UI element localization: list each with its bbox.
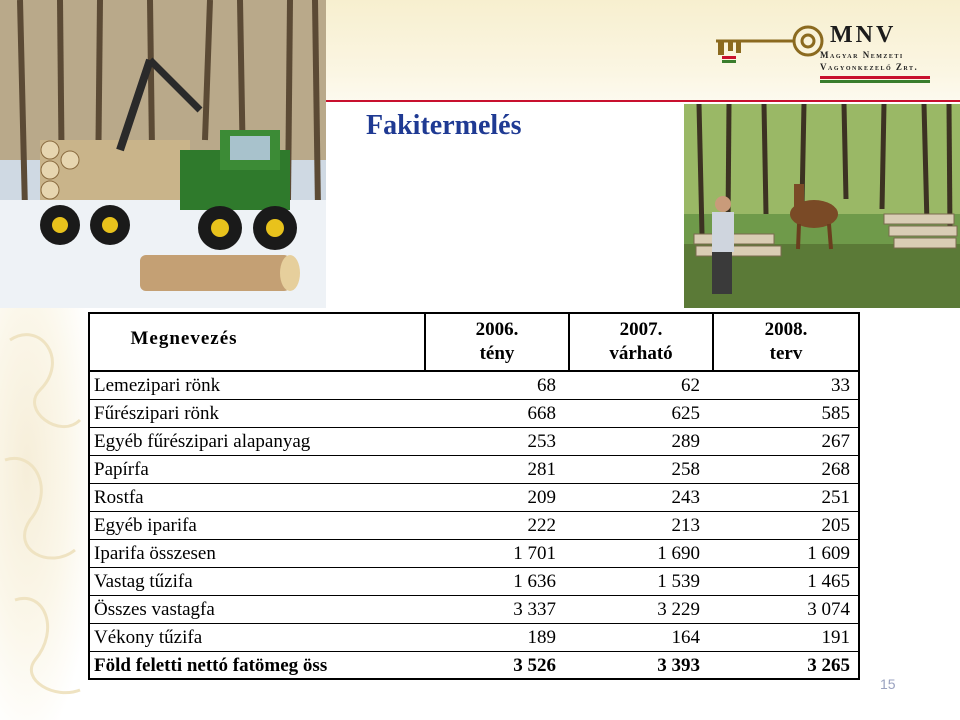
table-row: [90, 400, 858, 428]
table-row: [90, 568, 858, 596]
header-2008-label: terv: [769, 343, 803, 364]
value-2007: 62: [681, 375, 700, 396]
decorative-background: [0, 300, 90, 720]
header-2008-year: 2008.: [764, 319, 808, 340]
value-2007: 1 539: [657, 571, 700, 592]
value-2007: 3 393: [657, 655, 700, 676]
forestry-harvester-photo: [0, 0, 326, 308]
row-name: Összes vastagfa: [94, 599, 215, 620]
row-name: Lemezipari rönk: [94, 375, 221, 396]
row-name: Vastag tűzifa: [94, 571, 193, 592]
row-name: Vékony tűzifa: [94, 627, 203, 648]
timber-harvest-table: [88, 312, 860, 680]
header-2007-label: várható: [609, 343, 673, 364]
value-2006: 1 701: [513, 543, 556, 564]
table-row: [90, 596, 858, 624]
value-2006: 189: [527, 627, 556, 648]
value-2006: 668: [527, 403, 556, 424]
value-2007: 289: [671, 431, 700, 452]
value-2008: 191: [821, 627, 850, 648]
value-2007: 243: [671, 487, 700, 508]
value-2007: 625: [671, 403, 700, 424]
header-2006: [426, 314, 568, 370]
header-2007: [570, 314, 712, 370]
row-name: Fűrészipari rönk: [94, 403, 220, 424]
table-row: [90, 372, 858, 400]
value-2007: 164: [671, 627, 700, 648]
table-header: [90, 314, 858, 372]
header-2006-label: tény: [479, 343, 515, 364]
value-2007: 1 690: [657, 543, 700, 564]
table-row: [90, 540, 858, 568]
slide-title: Fakitermelés: [366, 110, 522, 141]
value-2006: 3 337: [513, 599, 556, 620]
value-2006: 1 636: [513, 571, 556, 592]
horse-logging-photo: [684, 104, 960, 308]
logo-subtitle-line2: Vagyonkezelő Zrt.: [820, 62, 919, 72]
value-2008: 1 465: [807, 571, 850, 592]
row-name: Egyéb fűrészipari alapanyag: [94, 431, 311, 452]
header-2008: [714, 314, 858, 370]
value-2008: 3 074: [807, 599, 850, 620]
value-2008: 251: [821, 487, 850, 508]
value-2008: 33: [831, 375, 850, 396]
header-2007-year: 2007.: [619, 319, 663, 340]
page-number: 15: [880, 676, 896, 692]
table-row-total: [90, 652, 858, 680]
value-2007: 213: [671, 515, 700, 536]
table-row: [90, 428, 858, 456]
value-2008: 3 265: [807, 655, 850, 676]
value-2008: 585: [821, 403, 850, 424]
value-2008: 205: [821, 515, 850, 536]
logo-flag-underline: [820, 76, 930, 79]
logo-subtitle-line1: Magyar Nemzeti: [820, 50, 904, 60]
header-2006-year: 2006.: [475, 319, 519, 340]
value-2008: 268: [821, 459, 850, 480]
value-2006: 281: [527, 459, 556, 480]
value-2006: 222: [527, 515, 556, 536]
value-2007: 3 229: [657, 599, 700, 620]
table-body: [90, 372, 858, 678]
row-name: Iparifa összesen: [94, 543, 216, 564]
value-2006: 3 526: [513, 655, 556, 676]
value-2008: 1 609: [807, 543, 850, 564]
value-2008: 267: [821, 431, 850, 452]
table-row: [90, 624, 858, 652]
value-2007: 258: [671, 459, 700, 480]
value-2006: 68: [537, 375, 556, 396]
table-row: [90, 512, 858, 540]
table-row: [90, 484, 858, 512]
header-name: Megnevezés: [130, 328, 238, 349]
row-name: Rostfa: [94, 487, 144, 508]
key-icon: [712, 16, 832, 66]
row-name: Egyéb iparifa: [94, 515, 197, 536]
row-name: Föld feletti nettó fatömeg öss: [94, 655, 328, 676]
table-row: [90, 456, 858, 484]
value-2006: 253: [527, 431, 556, 452]
row-name: Papírfa: [94, 459, 149, 480]
value-2006: 209: [527, 487, 556, 508]
logo-flag-underline-green: [820, 80, 930, 83]
logo-name: MNV: [830, 22, 897, 48]
